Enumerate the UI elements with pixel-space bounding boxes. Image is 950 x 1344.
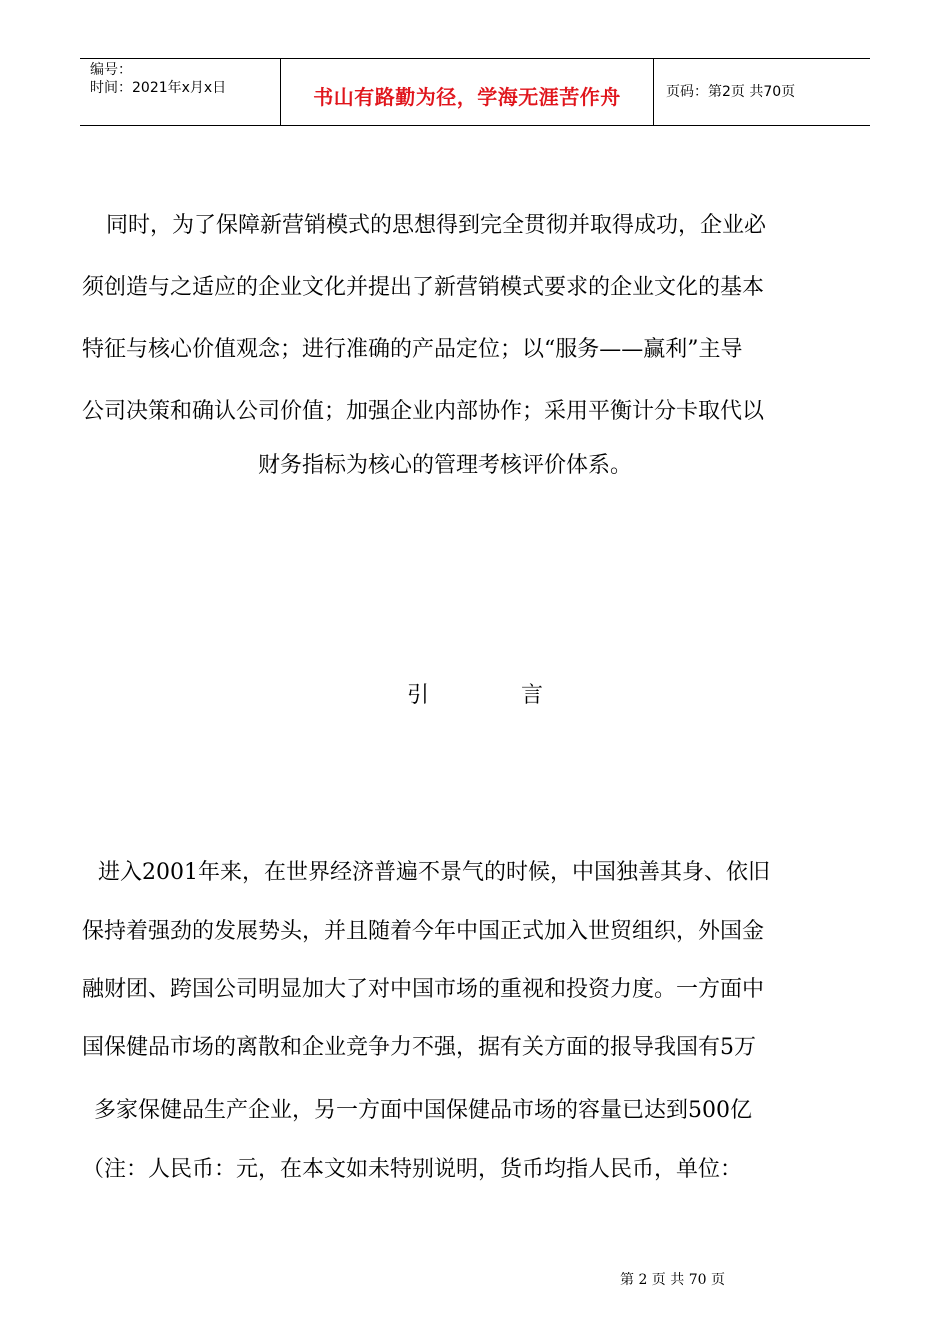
paragraph-1-line: 财务指标为核心的管理考核评价体系。 bbox=[258, 453, 633, 478]
paragraph-1-line: 公司决策和确认公司价值；加强企业内部协作；采用平衡计分卡取代以 bbox=[82, 399, 765, 424]
page-header bbox=[80, 58, 870, 126]
header-motto: 书山有路勤为径，学海无涯苦作舟 bbox=[313, 85, 621, 109]
paragraph-2-line: 融财团、跨国公司明显加大了对中国市场的重视和投资力度。一方面中 bbox=[82, 977, 765, 1002]
paragraph-1-line: 同时，为了保障新营销模式的思想得到完全贯彻并取得成功，企业必 bbox=[106, 213, 767, 238]
section-title bbox=[0, 678, 950, 709]
section-title-char: 言 bbox=[521, 683, 544, 708]
paragraph-2-line: 国保健品市场的离散和企业竞争力不强，据有关方面的报导我国有5万 bbox=[82, 1035, 756, 1060]
page-footer: 第 2 页 共 70 页 bbox=[620, 1272, 725, 1288]
paragraph-2-line: 进入2001年来，在世界经济普遍不景气的时候，中国独善其身、依旧 bbox=[98, 860, 770, 885]
header-motto-cell bbox=[281, 59, 654, 125]
paragraph-2-line: （注：人民币：元，在本文如未特别说明，货币均指人民币，单位： bbox=[82, 1157, 743, 1182]
header-meta-cell bbox=[80, 59, 281, 125]
paragraph-2-line: 保持着强劲的发展势头，并且随着今年中国正式加入世贸组织，外国金 bbox=[82, 919, 765, 944]
paragraph-1-line: 特征与核心价值观念；进行准确的产品定位；以“服务——赢利”主导 bbox=[82, 337, 743, 362]
document-date-label: 时间：2021年x月x日 bbox=[90, 80, 227, 96]
paragraph-1-line: 须创造与之适应的企业文化并提出了新营销模式要求的企业文化的基本 bbox=[82, 275, 765, 300]
header-page-number: 页码：第2页 共70页 bbox=[666, 84, 796, 100]
header-page-cell bbox=[654, 59, 870, 125]
paragraph-2-line: 多家保健品生产企业，另一方面中国保健品市场的容量已达到500亿 bbox=[94, 1098, 752, 1123]
section-title-char: 引 bbox=[406, 683, 429, 708]
document-number-label: 编号： bbox=[90, 62, 132, 78]
